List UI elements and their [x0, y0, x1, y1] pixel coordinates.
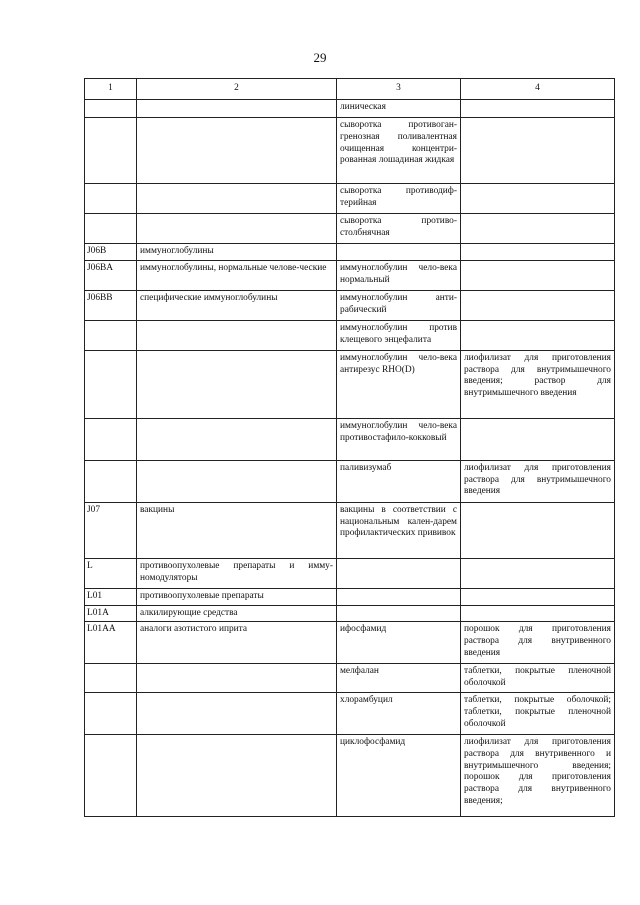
drug-name: [337, 605, 461, 622]
atc-code: L01: [85, 588, 137, 605]
table-row: [85, 664, 615, 693]
table-row: [85, 558, 615, 588]
header-col-1: 1: [85, 79, 137, 100]
drug-name: иммуноглобулин чело-века антирезус RHO(D): [337, 350, 461, 418]
group-name: специфические иммуноглобулины: [137, 290, 337, 320]
dosage-form: [461, 244, 615, 261]
table-row: [85, 350, 615, 418]
group-name: [137, 692, 337, 734]
table-row: [85, 100, 615, 118]
group-name: аналоги азотистого иприта: [137, 622, 337, 664]
drug-name: вакцины в соответствии с национальным кален-дарем профилактических прививок: [337, 502, 461, 558]
atc-code: [85, 184, 137, 214]
atc-code: J06BB: [85, 290, 137, 320]
group-name: противоопухолевые препараты и имму-номодуляторы: [137, 558, 337, 588]
header-col-2: 2: [137, 79, 337, 100]
group-name: [137, 184, 337, 214]
table-row: [85, 184, 615, 214]
table-row: [85, 588, 615, 605]
table-row: [85, 692, 615, 734]
table-row: [85, 622, 615, 664]
table-row: [85, 244, 615, 261]
atc-code: L: [85, 558, 137, 588]
dosage-form: [461, 100, 615, 118]
table-row: [85, 260, 615, 290]
atc-code: [85, 692, 137, 734]
atc-code: L01AA: [85, 622, 137, 664]
drug-name: мелфалан: [337, 664, 461, 693]
atc-code: L01A: [85, 605, 137, 622]
dosage-form: [461, 558, 615, 588]
dosage-form: [461, 184, 615, 214]
dosage-form: [461, 320, 615, 350]
dosage-form: [461, 260, 615, 290]
group-name: вакцины: [137, 502, 337, 558]
group-name: [137, 460, 337, 502]
drug-name: иммуноглобулин чело-века противостафило-кокковый: [337, 418, 461, 460]
drug-name: иммуноглобулин против клещевого энцефалита: [337, 320, 461, 350]
atc-code: [85, 100, 137, 118]
atc-code: J06B: [85, 244, 137, 261]
drug-name: ифосфамид: [337, 622, 461, 664]
drug-table: [84, 78, 615, 817]
header-col-4: 4: [461, 79, 615, 100]
dosage-form: [461, 418, 615, 460]
atc-code: [85, 320, 137, 350]
group-name: [137, 100, 337, 118]
dosage-form: [461, 118, 615, 184]
table-row: [85, 118, 615, 184]
group-name: алкилирующие средства: [137, 605, 337, 622]
drug-name: [337, 244, 461, 261]
drug-name: иммуноглобулин чело-века нормальный: [337, 260, 461, 290]
header-col-3: 3: [337, 79, 461, 100]
group-name: [137, 214, 337, 244]
group-name: [137, 418, 337, 460]
drug-name: сыворотка противоган-гренозная поливалентная очищенная концентри-рованная лошадиная жидкая: [337, 118, 461, 184]
group-name: [137, 350, 337, 418]
drug-name: [337, 558, 461, 588]
dosage-form: таблетки, покрытые пленочной оболочкой: [461, 664, 615, 693]
drug-name: хлорамбуцил: [337, 692, 461, 734]
atc-code: [85, 214, 137, 244]
dosage-form: [461, 290, 615, 320]
table-row: [85, 290, 615, 320]
group-name: иммуноглобулины, нормальные челове-ческие: [137, 260, 337, 290]
group-name: противоопухолевые препараты: [137, 588, 337, 605]
group-name: [137, 734, 337, 816]
atc-code: [85, 734, 137, 816]
dosage-form: лиофилизат для приготовления раствора для внутривенного и внутримышечного введения; порошок для приготовления раствора для внутривенного введения;: [461, 734, 615, 816]
drug-name: сыворотка противодиф-терийная: [337, 184, 461, 214]
dosage-form: [461, 214, 615, 244]
drug-name: сыворотка противо-столбнячная: [337, 214, 461, 244]
atc-code: [85, 350, 137, 418]
dosage-form: лиофилизат для приготовления раствора для внутримышечного введения: [461, 460, 615, 502]
group-name: [137, 320, 337, 350]
table-header-row: [85, 79, 615, 100]
drug-name: циклофосфамид: [337, 734, 461, 816]
atc-code: J07: [85, 502, 137, 558]
group-name: [137, 118, 337, 184]
dosage-form: таблетки, покрытые оболочкой; таблетки, покрытые пленочной оболочкой: [461, 692, 615, 734]
atc-code: J06BA: [85, 260, 137, 290]
atc-code: [85, 118, 137, 184]
drug-name: иммуноглобулин анти-рабический: [337, 290, 461, 320]
dosage-form: [461, 588, 615, 605]
table-row: [85, 502, 615, 558]
table-row: [85, 418, 615, 460]
group-name: иммуноглобулины: [137, 244, 337, 261]
drug-name: линическая: [337, 100, 461, 118]
group-name: [137, 664, 337, 693]
drug-name: [337, 588, 461, 605]
table-row: [85, 460, 615, 502]
atc-code: [85, 460, 137, 502]
table-row: [85, 605, 615, 622]
atc-code: [85, 418, 137, 460]
drug-name: паливизумаб: [337, 460, 461, 502]
dosage-form: [461, 605, 615, 622]
table-row: [85, 320, 615, 350]
table-row: [85, 214, 615, 244]
table-row: [85, 734, 615, 816]
dosage-form: порошок для приготовления раствора для внутривенного введения: [461, 622, 615, 664]
dosage-form: [461, 502, 615, 558]
page-number: 29: [313, 50, 327, 65]
atc-code: [85, 664, 137, 693]
dosage-form: лиофилизат для приготовления раствора для внутримышечного введения; раствор для внутримышечного введения: [461, 350, 615, 418]
